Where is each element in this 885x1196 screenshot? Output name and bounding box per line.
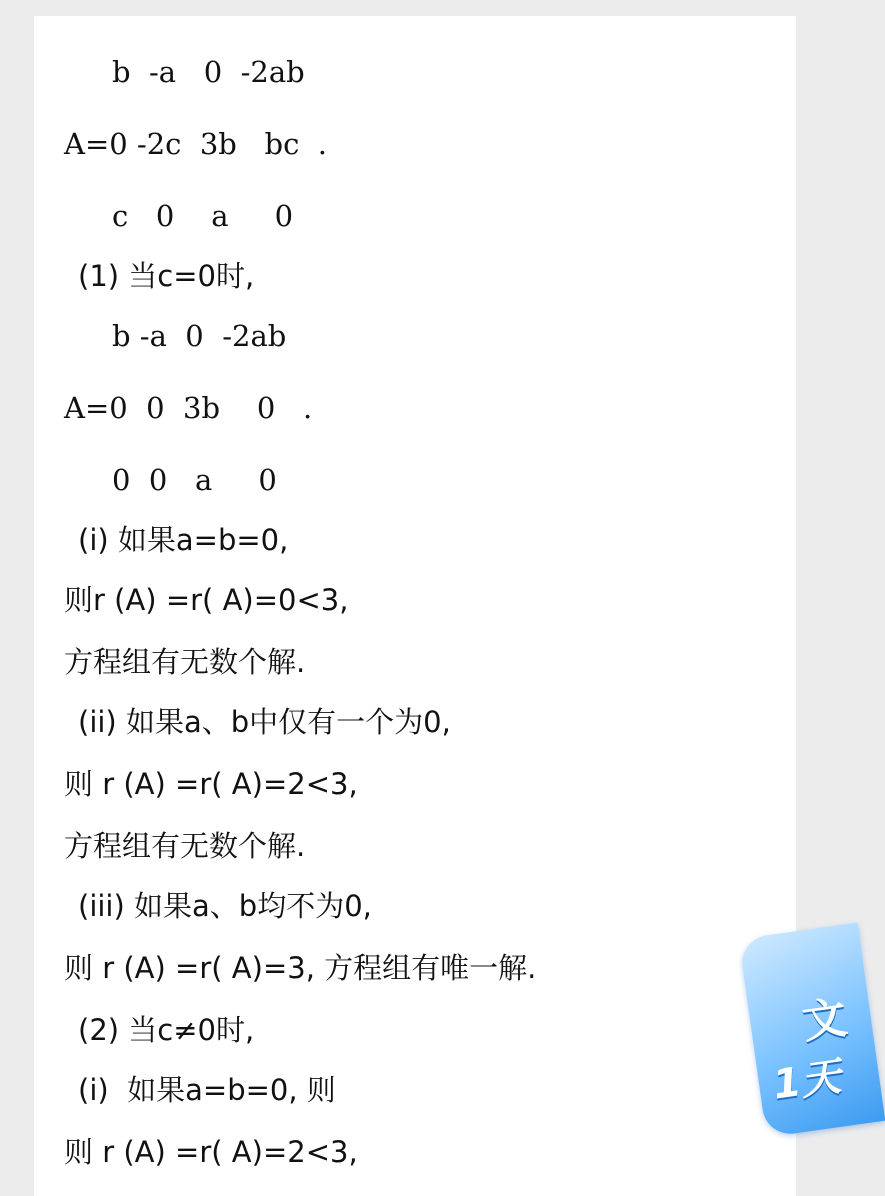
matrix-row-3: 0 0 a 0 (112, 463, 277, 497)
matrix-row-1: b -a 0 -2ab (112, 319, 287, 353)
document-page (34, 16, 796, 1196)
subcase-i: (i) 如果a=b=0, (78, 523, 289, 557)
matrix-row-3: c 0 a 0 (112, 199, 294, 233)
matrix-row-1: b -a 0 -2ab (112, 55, 305, 89)
subcase-iii: (iii) 如果a、b均不为0, (78, 889, 372, 923)
rank-statement: 则 r (A) =r( A)=3, 方程组有唯一解. (64, 951, 537, 985)
rank-statement: 则 r (A) =r( A)=2<3, (64, 1135, 358, 1169)
subcase-ii: (ii) 如果a、b中仅有一个为0, (78, 705, 451, 739)
rank-statement: 则 r (A) =r( A)=2<3, (64, 767, 358, 801)
matrix-row-2: A=0 0 3b 0 . (64, 391, 313, 425)
case-2-heading: (2) 当c≠0时, (78, 1013, 255, 1047)
badge-text: 文 (799, 992, 851, 1049)
subcase-i: (i) 如果a=b=0, 则 (78, 1073, 336, 1107)
rank-statement: 则r (A) =r( A)=0<3, (64, 583, 349, 617)
conclusion: 方程组有无数个解. (64, 645, 306, 679)
conclusion: 方程组有无数个解. (64, 829, 306, 863)
matrix-row-2: A=0 -2c 3b bc . (64, 127, 327, 161)
badge-text: 1天 (770, 1053, 844, 1109)
case-1-heading: (1) 当c=0时, (78, 259, 255, 293)
